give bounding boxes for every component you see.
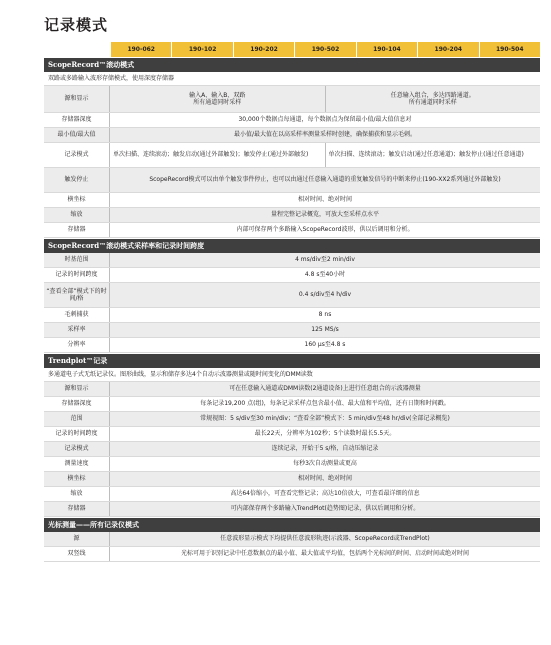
spec-label: 采样率 [44,323,110,337]
model-header: 190-502 [294,42,355,57]
spec-row [44,412,540,427]
spec-label: 缩放 [44,487,110,501]
spec-value: 高达64倍缩小，可查看完整记录；高达10倍放大，可查看最详细的信息 [230,490,420,498]
spec-row [44,143,540,168]
spec-value: 125 MS/s [311,326,339,334]
spec-value: 可在任意输入通道或DMM读数(2通道设备)上进行任意组合的示波器测量 [229,385,421,393]
spec-value: 内部可保存两个多路输入ScopeRecord波形，供以后调用和分析。 [236,226,414,234]
spec-label: “查看全部”模式下的时间/格 [44,283,110,307]
spec-row [44,382,540,397]
spec-value: 8 ns [318,311,332,319]
model-header: 190-062 [110,42,171,57]
spec-row [44,113,540,128]
spec-label: 源和显示 [44,382,110,396]
spec-row [44,308,540,323]
spec-value: 量程完整记录概览，可放大至采样点水平 [270,211,379,219]
spec-label: 最小值/最大值 [44,128,110,142]
spec-row [44,86,540,113]
spec-row [44,487,540,502]
section-note: 多通道电子式无纸记录仪。图形曲线，显示和储存多达4个自动示波器测量或随时间变化的DMM读数 [44,368,540,382]
spec-row [44,193,540,208]
spec-label: 存储器 [44,223,110,237]
spec-row [44,397,540,412]
section-header: Trendplot™记录 [44,354,540,368]
spec-row [44,268,540,283]
spec-value: 每秒3次自动测量或更高 [293,460,357,468]
spec-row [44,427,540,442]
spec-table [44,42,540,562]
spec-label: 时基范围 [44,253,110,267]
spec-label: 存储器深度 [44,397,110,411]
spec-label: 测量速度 [44,457,110,471]
spec-value: 4 ms/div至2 min/div [295,256,355,264]
spec-label: 缩放 [44,208,110,222]
spec-row [44,502,540,517]
spec-label: 记录的时间跨度 [44,427,110,441]
spec-row [44,128,540,143]
spec-label: 触发停止 [44,168,110,192]
spec-value: 相对时间、绝对时间 [297,475,352,483]
section-note: 双路或多路输入波形存储模式，使用深度存储器 [44,72,540,86]
spec-row [44,472,540,487]
sections-container [44,58,540,562]
spec-row [44,168,540,193]
spec-value: 相对时间、绝对时间 [297,196,352,204]
spec-label: 源和显示 [44,86,110,112]
model-header: 190-204 [417,42,478,57]
spec-row [44,283,540,308]
section-header: ScopeRecord™滚动模式 [44,58,540,72]
spec-row [44,338,540,353]
spec-value: 最小值/最大值在以高采样率测量采样时创建，确保捕获和显示毛刺。 [233,131,417,139]
page-title: 记录模式 [44,16,109,34]
spec-label: 存储器深度 [44,113,110,127]
spec-row [44,442,540,457]
spec-value: ScopeRecord模式可以由单个触发事件停止，也可以由通过任意输入通道的重复触发信号的中断来停止(190-XX2系列通过外部触发) [149,176,501,184]
spec-label: 存储器 [44,502,110,516]
spec-label: 毛刺捕获 [44,308,110,322]
spec-value: 常规视图：5 s/div至30 min/div；“查看全部”模式下：5 min/div至48 hr/div(全部记录概览) [200,415,450,423]
spec-label: 记录模式 [44,143,110,167]
spec-label: 双竖线 [44,547,110,561]
model-header-blank [44,42,110,57]
spec-value: 4.8 s至40小时 [304,271,346,279]
spec-label: 分辨率 [44,338,110,352]
spec-row [44,323,540,338]
spec-label: 源 [44,532,110,546]
spec-value: 单次扫描、连续滚动；触发启动(通过外部触发)；触发停止(通过外部触发) [113,151,309,159]
model-header: 190-102 [171,42,232,57]
spec-value: 可内部保存两个多路输入TrendPlot(趋势图)记录，供以后调用和分析。 [230,505,420,513]
model-header-row [44,42,540,57]
spec-label: 记录的时间跨度 [44,268,110,282]
spec-value: 0.4 s/div至4 h/div [298,291,352,299]
model-header: 190-504 [479,42,540,57]
spec-value: 任意波形显示模式下均提供任意波形轨迹(示波器、ScopeRecord或TrendPlot) [220,535,430,543]
spec-row [44,208,540,223]
section-header: 光标测量——所有记录仪模式 [44,518,540,532]
section-header: ScopeRecord™滚动模式采样率和记录时间跨度 [44,239,540,253]
model-header: 190-104 [356,42,417,57]
spec-value: 连续记录，开始于5 s/格，自动压缩记录 [271,445,379,453]
spec-label: 横坐标 [44,472,110,486]
spec-value: 160 μs至4.8 s [304,341,346,349]
spec-value: 任意输入组合，多达四路通道。 所有通道同时采样 [325,86,541,112]
spec-value: 单次扫描、连续滚动；触发启动(通过任意通道)；触发停止(通过任意通道) [325,143,541,167]
spec-row [44,532,540,547]
spec-label: 范围 [44,412,110,426]
spec-row [44,457,540,472]
spec-label: 横坐标 [44,193,110,207]
spec-value: 最长22天，分辨率为102秒；5个读数时最长5.5天。 [254,430,396,438]
model-header: 190-202 [233,42,294,57]
spec-value: 光标可用于识别记录中任意数据点的最小值、最大值或平均值，包括两个光标间的时间、启动时间或绝对时间 [180,550,469,558]
spec-row [44,547,540,562]
spec-value: 30,000个数据点每通道，每个数据点为保留最小值/最大值信息对 [238,116,412,124]
spec-label: 记录模式 [44,442,110,456]
spec-value: 输入A、输入B、双路 所有通道同时采样 [189,91,246,106]
spec-row [44,253,540,268]
spec-value: 每条记录19,200 点(组)，每条记录采样点包含最小值、最大值和平均值，还有日期和时间戳。 [200,400,450,408]
spec-row [44,223,540,238]
